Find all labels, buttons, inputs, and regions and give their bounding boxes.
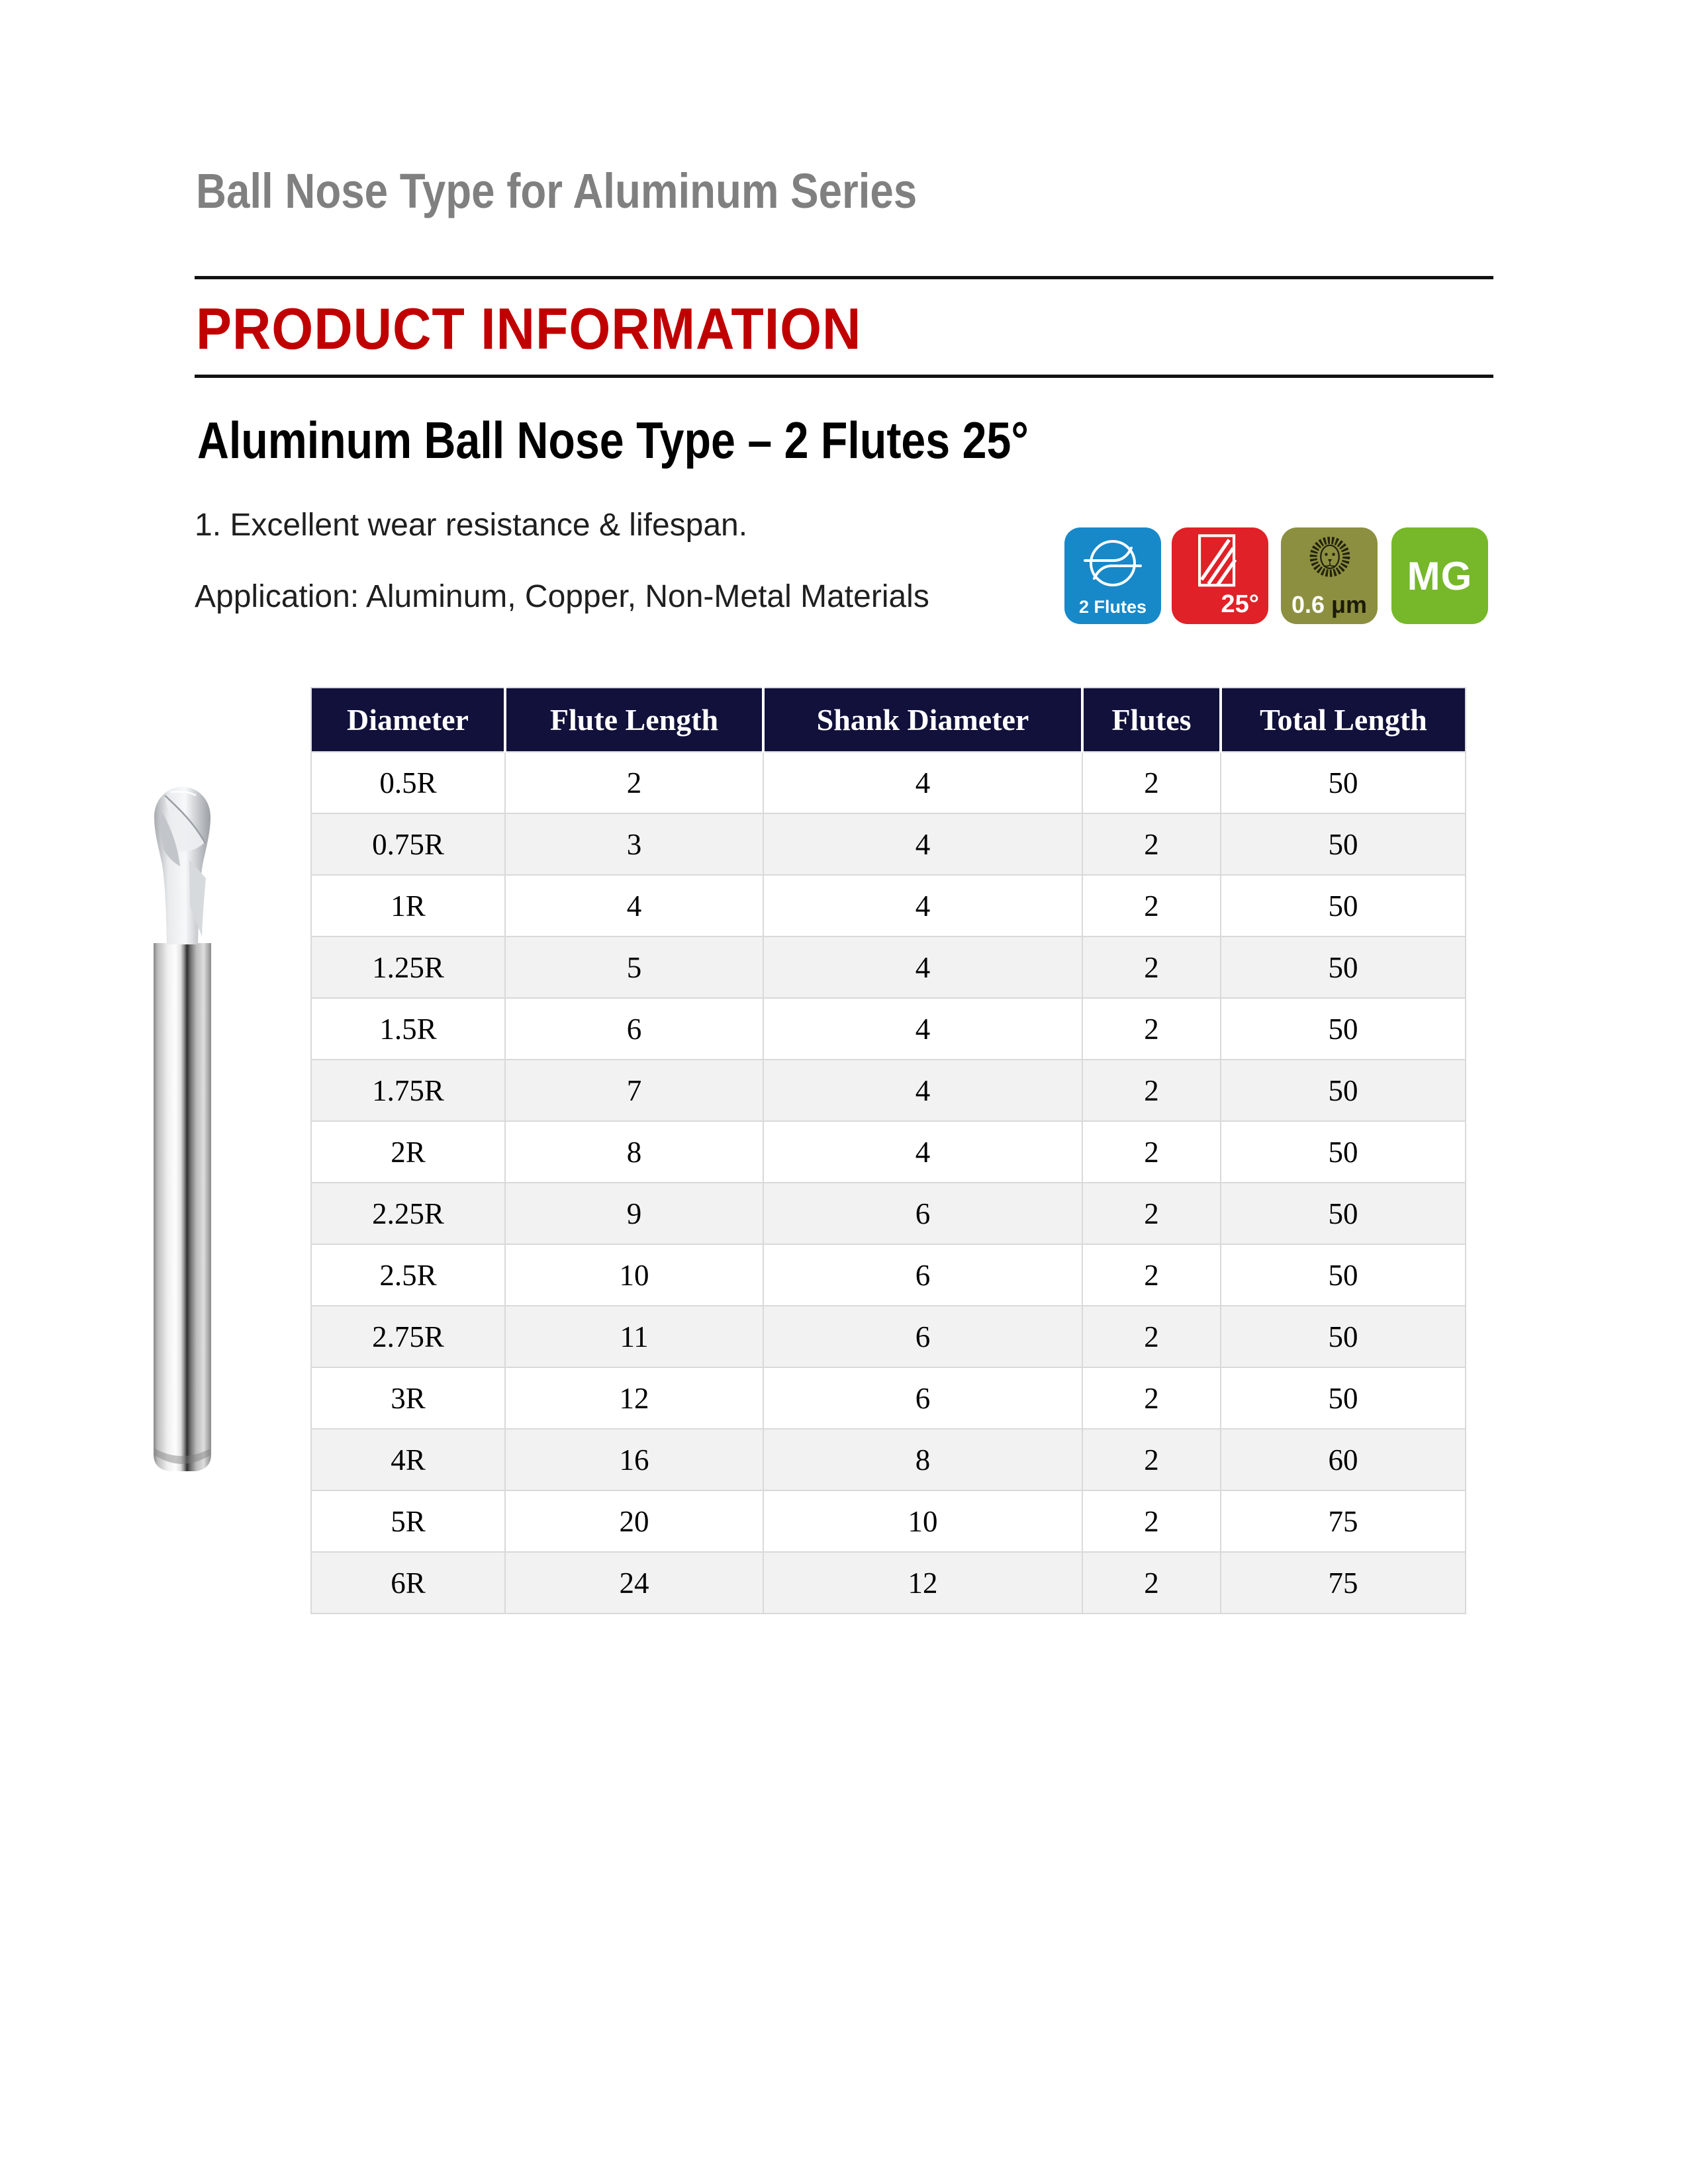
cell-total-length: 50 [1221,1306,1466,1367]
horizontal-rule-top [195,276,1493,279]
horizontal-rule-bottom [195,375,1493,378]
cell-total-length: 60 [1221,1429,1466,1490]
cell-diameter: 1.25R [311,936,505,998]
cell-flute-length: 6 [505,998,763,1060]
cell-flutes: 2 [1082,936,1221,998]
cell-flute-length: 11 [505,1306,763,1367]
cell-flute-length: 12 [505,1367,763,1429]
cell-flute-length: 20 [505,1490,763,1552]
cell-shank-diameter: 4 [763,752,1082,813]
cell-flutes: 2 [1082,1060,1221,1121]
hatched-rectangle-icon [1181,529,1250,598]
cell-shank-diameter: 6 [763,1306,1082,1367]
table-row [311,1060,1466,1121]
feature-line: 1. Excellent wear resistance & lifespan. [195,508,748,543]
cell-flute-length: 8 [505,1121,763,1183]
cell-shank-diameter: 4 [763,936,1082,998]
material-grade-badge-label: MG [1407,553,1473,598]
table-row [311,1244,1466,1306]
cell-diameter: 3R [311,1367,505,1429]
header-flutes: Flutes [1082,688,1221,752]
cell-total-length: 50 [1221,1060,1466,1121]
cell-flutes: 2 [1082,1244,1221,1306]
cell-shank-diameter: 10 [763,1490,1082,1552]
surface-finish-badge-label [1281,591,1378,619]
application-line: Application: Aluminum, Copper, Non-Metal Materials [195,579,929,614]
table-row [311,1429,1466,1490]
header-diameter: Diameter [311,688,505,752]
spec-table [310,687,1466,1614]
helix-angle-badge-label: 25° [1221,590,1259,618]
surface-finish-badge [1281,527,1378,624]
cell-total-length: 50 [1221,875,1466,936]
end-mill-cross-section-icon [1080,530,1146,596]
cell-shank-diameter: 4 [763,813,1082,875]
cell-shank-diameter: 6 [763,1367,1082,1429]
cell-shank-diameter: 4 [763,1060,1082,1121]
cell-flutes: 2 [1082,1183,1221,1244]
series-title: Ball Nose Type for Aluminum Series [196,163,917,218]
cell-flutes: 2 [1082,752,1221,813]
cell-flutes: 2 [1082,1552,1221,1614]
cell-total-length: 50 [1221,936,1466,998]
cell-flute-length: 3 [505,813,763,875]
spec-table-body [311,752,1466,1614]
cell-diameter: 0.5R [311,752,505,813]
cell-flutes: 2 [1082,813,1221,875]
table-row [311,1367,1466,1429]
cell-diameter: 1R [311,875,505,936]
cell-shank-diameter: 6 [763,1244,1082,1306]
cell-total-length: 75 [1221,1490,1466,1552]
table-row [311,1306,1466,1367]
table-row [311,1121,1466,1183]
flutes-badge [1064,527,1161,624]
cell-diameter: 6R [311,1552,505,1614]
cell-flutes: 2 [1082,1367,1221,1429]
cell-shank-diameter: 8 [763,1429,1082,1490]
cell-flutes: 2 [1082,875,1221,936]
cell-total-length: 50 [1221,813,1466,875]
cell-diameter: 0.75R [311,813,505,875]
cell-flutes: 2 [1082,1429,1221,1490]
cell-flute-length: 4 [505,875,763,936]
cell-flutes: 2 [1082,1121,1221,1183]
cell-flutes: 2 [1082,998,1221,1060]
header-total-length: Total Length [1221,688,1466,752]
cell-diameter: 2R [311,1121,505,1183]
cell-flutes: 2 [1082,1490,1221,1552]
cell-shank-diameter: 4 [763,1121,1082,1183]
cell-flute-length: 7 [505,1060,763,1121]
table-row [311,998,1466,1060]
table-row [311,813,1466,875]
product-heading: Aluminum Ball Nose Type – 2 Flutes 25° [197,411,1029,469]
cell-total-length: 75 [1221,1552,1466,1614]
cell-total-length: 50 [1221,1121,1466,1183]
table-row [311,1183,1466,1244]
cell-total-length: 50 [1221,1244,1466,1306]
flutes-badge-label: 2 Flutes [1078,597,1147,617]
ball-nose-end-mill-image [151,786,214,1473]
cell-flutes: 2 [1082,1306,1221,1367]
cell-diameter: 2.75R [311,1306,505,1367]
table-row [311,1490,1466,1552]
spec-table-header [311,688,1466,752]
header-shank-diameter: Shank Diameter [763,688,1082,752]
surface-finish-value: 0.6 [1291,591,1325,618]
header-flute-length: Flute Length [505,688,763,752]
cell-shank-diameter: 12 [763,1552,1082,1614]
table-row [311,752,1466,813]
cell-flute-length: 9 [505,1183,763,1244]
cell-total-length: 50 [1221,1183,1466,1244]
cell-diameter: 4R [311,1429,505,1490]
cell-total-length: 50 [1221,998,1466,1060]
lion-head-icon [1299,529,1360,590]
table-row [311,936,1466,998]
table-row [311,875,1466,936]
cell-shank-diameter: 6 [763,1183,1082,1244]
material-grade-badge [1391,527,1488,624]
cell-diameter: 2.25R [311,1183,505,1244]
cell-shank-diameter: 4 [763,875,1082,936]
section-heading: PRODUCT INFORMATION [196,296,862,361]
cell-shank-diameter: 4 [763,998,1082,1060]
cell-flute-length: 10 [505,1244,763,1306]
cell-flute-length: 5 [505,936,763,998]
cell-total-length: 50 [1221,752,1466,813]
cell-flute-length: 16 [505,1429,763,1490]
surface-finish-unit: μm [1331,591,1368,618]
cell-diameter: 1.75R [311,1060,505,1121]
cell-flute-length: 24 [505,1552,763,1614]
table-row [311,1552,1466,1614]
cell-diameter: 2.5R [311,1244,505,1306]
cell-flute-length: 2 [505,752,763,813]
cell-total-length: 50 [1221,1367,1466,1429]
spec-table-header-row [311,688,1466,752]
cell-diameter: 1.5R [311,998,505,1060]
helix-angle-badge [1172,527,1268,624]
cell-diameter: 5R [311,1490,505,1552]
